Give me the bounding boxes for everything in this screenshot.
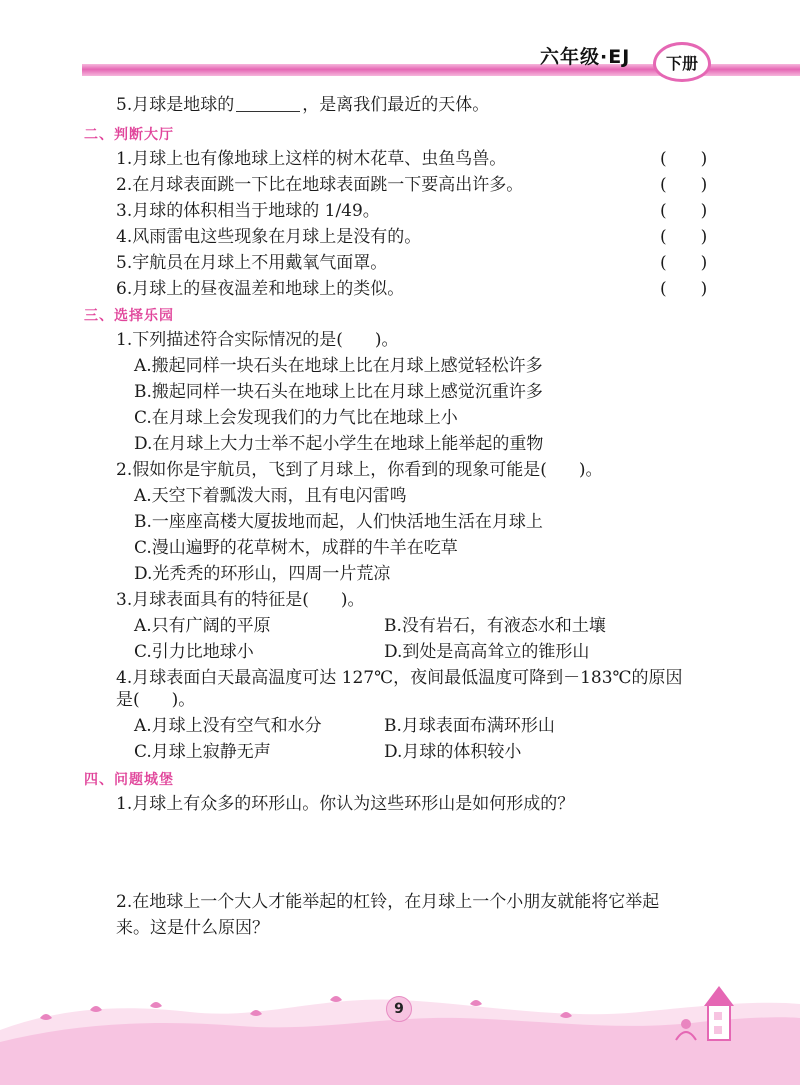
option-b: B.一座座高楼大厦拔地而起，人们快活地生活在月球上 (134, 512, 543, 532)
answer-parentheses[interactable]: ( ) (660, 279, 708, 299)
question-stem: 1.下列描述符合实际情况的是( (116, 330, 343, 350)
judge-item: 1.月球上也有像地球上这样的树木花草、虫鱼鸟兽。 (116, 149, 507, 169)
option-b: B.没有岩石，有液态水和土壤 (384, 616, 606, 636)
answer-blank[interactable] (236, 96, 300, 112)
footer-wave-decoration (0, 960, 800, 1085)
answer-space-1[interactable] (116, 820, 716, 884)
option-c: C.引力比地球小 (134, 642, 254, 662)
option-a: A.只有广阔的平原 (134, 616, 271, 636)
fill-question-text: ，是离我们最近的天体。 (302, 95, 490, 115)
question-stem: 是( (116, 690, 140, 710)
question-stem: )。 (374, 330, 399, 350)
choice-question-2 (116, 459, 603, 481)
section-title-choice: 三、选择乐园 (84, 308, 174, 324)
choice-question-3 (116, 589, 365, 611)
fill-question-5 (116, 94, 489, 116)
option-d: D.月球的体积较小 (384, 742, 522, 762)
option-d: D.到处是高高耸立的锥形山 (384, 642, 590, 662)
question-stem: 3.月球表面具有的特征是( (116, 590, 309, 610)
answer-parentheses[interactable]: ( ) (660, 201, 708, 221)
option-c: C.月球上寂静无声 (134, 742, 271, 762)
open-question-2-cont: 来。这是什么原因？ (116, 918, 269, 938)
option-a: A.搬起同样一块石头在地球上比在月球上感觉轻松许多 (134, 356, 543, 376)
answer-parentheses[interactable]: ( ) (660, 227, 708, 247)
question-stem: )。 (171, 690, 196, 710)
question-stem: )。 (578, 460, 603, 480)
option-c: C.在月球上会发现我们的力气比在地球上小 (134, 408, 458, 428)
question-stem: )。 (340, 590, 365, 610)
option-a: A.月球上没有空气和水分 (134, 716, 322, 736)
choice-question-1 (116, 329, 399, 351)
judge-item: 5.宇航员在月球上不用戴氧气面罩。 (116, 253, 388, 273)
option-b: B.月球表面布满环形山 (384, 716, 555, 736)
answer-parentheses[interactable]: ( ) (660, 253, 708, 273)
open-question-1: 1.月球上有众多的环形山。你认为这些环形山是如何形成的？ (116, 794, 575, 814)
page-number: 9 (386, 996, 412, 1022)
section-title-judge: 二、判断大厅 (84, 127, 174, 143)
choice-question-4-cont (116, 689, 195, 711)
fill-question-text: 5.月球是地球的 (116, 95, 235, 115)
answer-parentheses[interactable]: ( ) (660, 175, 708, 195)
option-d: D.在月球上大力士举不起小学生在地球上能举起的重物 (134, 434, 544, 454)
judge-item: 4.风雨雷电这些现象在月球上是没有的。 (116, 227, 422, 247)
judge-item: 2.在月球表面跳一下比在地球表面跳一下要高出许多。 (116, 175, 524, 195)
open-question-2: 2.在地球上一个大人才能举起的杠铃，在月球上一个小朋友就能将它举起 (116, 892, 660, 912)
section-title-questions: 四、问题城堡 (84, 772, 174, 788)
option-c: C.漫山遍野的花草树木，成群的牛羊在吃草 (134, 538, 458, 558)
option-b: B.搬起同样一块石头在地球上比在月球上感觉沉重许多 (134, 382, 543, 402)
volume-badge: 下册 (653, 42, 711, 82)
option-a: A.天空下着瓢泼大雨，且有电闪雷鸣 (134, 486, 407, 506)
option-d: D.光秃秃的环形山，四周一片荒凉 (134, 564, 391, 584)
choice-question-4: 4.月球表面白天最高温度可达 127℃，夜间最低温度可降到－183℃的原因 (116, 668, 683, 688)
judge-item: 3.月球的体积相当于地球的 1/49。 (116, 201, 380, 221)
grade-label: 六年级·EJ (540, 46, 631, 68)
question-stem: 2.假如你是宇航员，飞到了月球上，你看到的现象可能是( (116, 460, 547, 480)
judge-item: 6.月球上的昼夜温差和地球上的类似。 (116, 279, 405, 299)
answer-parentheses[interactable]: ( ) (660, 149, 708, 169)
